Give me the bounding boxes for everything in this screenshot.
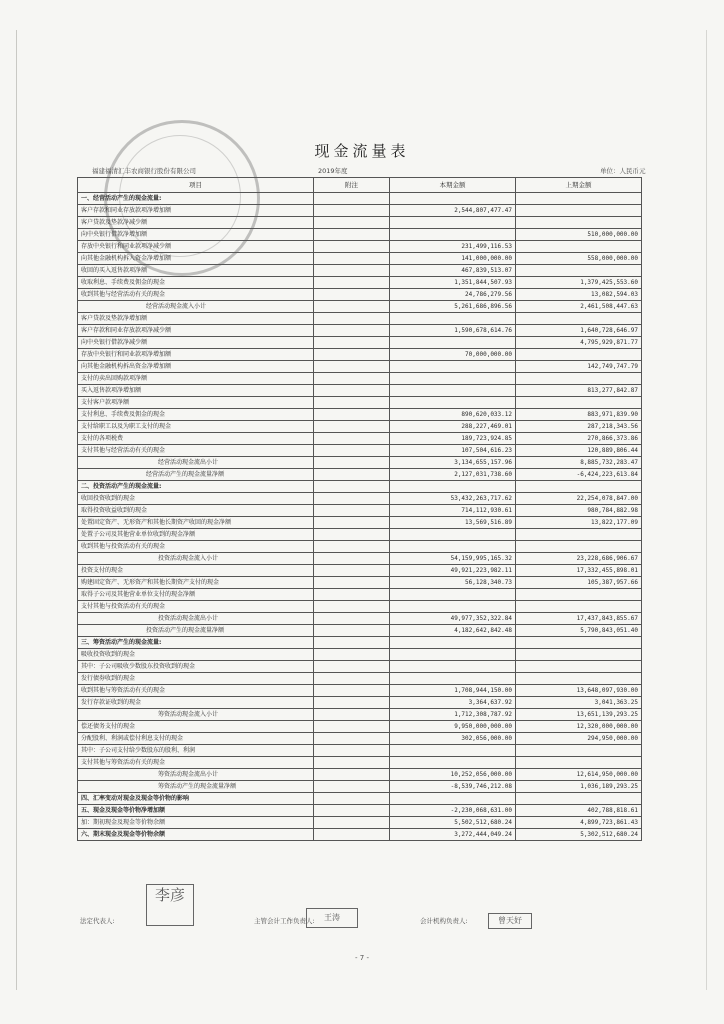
- column-header-note: 附注: [314, 178, 390, 193]
- row-current-amount: [390, 529, 516, 541]
- row-label: 经营活动现金流出小计: [78, 457, 314, 469]
- row-previous-amount: 22,254,078,847.00: [516, 493, 642, 505]
- row-label: 发行债券收到的现金: [78, 673, 314, 685]
- table-row: [78, 541, 642, 553]
- row-label: 支付其他与投资活动有关的现金: [78, 601, 314, 613]
- table-row: [78, 589, 642, 601]
- row-label: 处置固定资产、无形资产和其他长期资产收回的现金净额: [78, 517, 314, 529]
- legal-rep-label: 法定代表人:: [80, 917, 115, 925]
- row-previous-amount: [516, 529, 642, 541]
- row-label: 支付给职工以及为职工支付的现金: [78, 421, 314, 433]
- row-previous-amount: 294,950,000.00: [516, 733, 642, 745]
- accounting-head-seal: 曾天好: [488, 913, 532, 929]
- row-label: 取得投资收益收到的现金: [78, 505, 314, 517]
- row-previous-amount: [516, 637, 642, 649]
- table-row: [78, 721, 642, 733]
- table-row: [78, 613, 642, 625]
- row-note: [314, 337, 390, 349]
- table-row: [78, 805, 642, 817]
- row-note: [314, 757, 390, 769]
- row-note: [314, 373, 390, 385]
- row-previous-amount: 813,277,842.87: [516, 385, 642, 397]
- row-note: [314, 229, 390, 241]
- row-previous-amount: [516, 349, 642, 361]
- row-previous-amount: [516, 481, 642, 493]
- row-previous-amount: [516, 313, 642, 325]
- row-previous-amount: [516, 373, 642, 385]
- row-label: 向其他金融机构拆出资金净增加额: [78, 361, 314, 373]
- row-label: 支付利息、手续费及佣金的现金: [78, 409, 314, 421]
- report-period: 2019年度: [318, 167, 348, 175]
- row-previous-amount: 17,437,843,855.67: [516, 613, 642, 625]
- row-note: [314, 673, 390, 685]
- row-current-amount: 56,128,340.73: [390, 577, 516, 589]
- row-note: [314, 553, 390, 565]
- row-current-amount: 10,252,056,000.00: [390, 769, 516, 781]
- row-current-amount: 5,502,512,680.24: [390, 817, 516, 829]
- row-previous-amount: 13,648,097,930.00: [516, 685, 642, 697]
- row-current-amount: [390, 589, 516, 601]
- row-previous-amount: 2,461,508,447.63: [516, 301, 642, 313]
- row-previous-amount: 558,000,000.00: [516, 253, 642, 265]
- row-current-amount: [390, 745, 516, 757]
- row-current-amount: 1,590,678,614.76: [390, 325, 516, 337]
- row-current-amount: [390, 217, 516, 229]
- row-previous-amount: 13,651,139,293.25: [516, 709, 642, 721]
- row-note: [314, 685, 390, 697]
- table-row: [78, 529, 642, 541]
- chief-accountant-label: 主管会计工作负责人:: [254, 917, 315, 925]
- row-note: [314, 565, 390, 577]
- row-current-amount: [390, 193, 516, 205]
- table-row: [78, 409, 642, 421]
- row-current-amount: -8,539,746,212.08: [390, 781, 516, 793]
- row-previous-amount: [516, 397, 642, 409]
- row-label: 筹资活动现金流入小计: [78, 709, 314, 721]
- row-note: [314, 445, 390, 457]
- row-previous-amount: [516, 205, 642, 217]
- table-row: [78, 817, 642, 829]
- table-row: [78, 517, 642, 529]
- row-label: 三、筹资活动产生的现金流量:: [78, 637, 314, 649]
- table-row: [78, 685, 642, 697]
- table-row: [78, 445, 642, 457]
- row-previous-amount: 5,302,512,680.24: [516, 829, 642, 841]
- row-label: 筹资活动现金流出小计: [78, 769, 314, 781]
- row-note: [314, 457, 390, 469]
- page-edge-line: [706, 30, 707, 990]
- row-current-amount: 2,544,807,477.47: [390, 205, 516, 217]
- row-current-amount: [390, 541, 516, 553]
- row-current-amount: 231,499,116.53: [390, 241, 516, 253]
- table-row: [78, 241, 642, 253]
- table-row: [78, 361, 642, 373]
- row-label: 筹资活动产生的现金流量净额: [78, 781, 314, 793]
- cash-flow-table: [77, 177, 642, 841]
- row-label: 向其他金融机构拆入资金净增加额: [78, 253, 314, 265]
- row-label: 收到其他与经营活动有关的现金: [78, 289, 314, 301]
- row-previous-amount: 12,614,950,000.00: [516, 769, 642, 781]
- table-row: [78, 757, 642, 769]
- table-row: [78, 769, 642, 781]
- table-row: [78, 217, 642, 229]
- row-note: [314, 421, 390, 433]
- row-previous-amount: [516, 217, 642, 229]
- row-previous-amount: 270,866,373.86: [516, 433, 642, 445]
- table-row: [78, 625, 642, 637]
- row-previous-amount: [516, 745, 642, 757]
- row-label: 经营活动产生的现金流量净额: [78, 469, 314, 481]
- row-note: [314, 493, 390, 505]
- row-note: [314, 649, 390, 661]
- row-previous-amount: 120,889,806.44: [516, 445, 642, 457]
- row-label: 取得子公司及其他营业单位支付的现金净额: [78, 589, 314, 601]
- row-label: 购建固定资产、无形资产和其他长期资产支付的现金: [78, 577, 314, 589]
- row-current-amount: [390, 673, 516, 685]
- row-current-amount: [390, 361, 516, 373]
- row-current-amount: 9,950,000,000.00: [390, 721, 516, 733]
- row-label: 支付的卖出回购款项净额: [78, 373, 314, 385]
- row-label: 收回投资收到的现金: [78, 493, 314, 505]
- row-current-amount: [390, 313, 516, 325]
- row-current-amount: 189,723,924.85: [390, 433, 516, 445]
- table-row: [78, 373, 642, 385]
- table-row: [78, 661, 642, 673]
- table-row: [78, 229, 642, 241]
- table-row: [78, 433, 642, 445]
- row-previous-amount: 8,885,732,283.47: [516, 457, 642, 469]
- row-previous-amount: [516, 649, 642, 661]
- row-current-amount: [390, 385, 516, 397]
- row-label: 客户存款和同业存放款项净增加额: [78, 205, 314, 217]
- row-label: 收到其他与投资活动有关的现金: [78, 541, 314, 553]
- row-label: 客户贷款及垫款净减少额: [78, 217, 314, 229]
- row-current-amount: 5,261,686,896.56: [390, 301, 516, 313]
- company-name: 福建福清汇丰农商银行股份有限公司: [92, 167, 196, 175]
- chief-accountant-seal: 王涛: [306, 908, 358, 928]
- row-current-amount: 714,112,930.61: [390, 505, 516, 517]
- row-note: [314, 517, 390, 529]
- row-previous-amount: 980,784,882.98: [516, 505, 642, 517]
- table-row: [78, 193, 642, 205]
- table-row: [78, 313, 642, 325]
- row-label: 其中：子公司吸收少数股东投资收到的现金: [78, 661, 314, 673]
- row-label: 四、汇率变动对现金及现金等价物的影响: [78, 793, 314, 805]
- table-row: [78, 565, 642, 577]
- column-header-current: 本期金额: [390, 178, 516, 193]
- row-current-amount: 141,000,000.00: [390, 253, 516, 265]
- row-previous-amount: 510,000,000.00: [516, 229, 642, 241]
- table-row: [78, 385, 642, 397]
- row-previous-amount: 1,036,189,293.25: [516, 781, 642, 793]
- row-current-amount: 13,569,516.89: [390, 517, 516, 529]
- column-header-item: 项目: [78, 178, 314, 193]
- row-current-amount: [390, 757, 516, 769]
- row-current-amount: 4,182,642,842.48: [390, 625, 516, 637]
- row-current-amount: 3,272,444,049.24: [390, 829, 516, 841]
- table-row: [78, 397, 642, 409]
- row-current-amount: [390, 229, 516, 241]
- row-current-amount: 1,712,308,787.92: [390, 709, 516, 721]
- row-current-amount: 467,839,513.07: [390, 265, 516, 277]
- table-row: [78, 577, 642, 589]
- row-note: [314, 397, 390, 409]
- row-previous-amount: [516, 661, 642, 673]
- table-row: [78, 253, 642, 265]
- row-label: 五、现金及现金等价物净增加额: [78, 805, 314, 817]
- table-body: [78, 193, 642, 841]
- row-previous-amount: 105,387,957.66: [516, 577, 642, 589]
- row-current-amount: 1,708,944,150.00: [390, 685, 516, 697]
- row-note: [314, 241, 390, 253]
- table-row: [78, 793, 642, 805]
- row-note: [314, 541, 390, 553]
- row-previous-amount: 402,788,818.61: [516, 805, 642, 817]
- row-label: 经营活动现金流入小计: [78, 301, 314, 313]
- row-current-amount: 53,432,263,717.62: [390, 493, 516, 505]
- row-note: [314, 589, 390, 601]
- row-previous-amount: [516, 757, 642, 769]
- row-label: 六、期末现金及现金等价物余额: [78, 829, 314, 841]
- row-note: [314, 265, 390, 277]
- row-label: 客户存款和同业存放款项净减少额: [78, 325, 314, 337]
- row-label: 收回的买入返售款项净额: [78, 265, 314, 277]
- table-row: [78, 505, 642, 517]
- table-row: [78, 337, 642, 349]
- row-note: [314, 409, 390, 421]
- row-note: [314, 817, 390, 829]
- row-note: [314, 613, 390, 625]
- row-label: 处置子公司及其他营业单位收到的现金净额: [78, 529, 314, 541]
- row-previous-amount: 3,041,363.25: [516, 697, 642, 709]
- row-note: [314, 313, 390, 325]
- row-label: 二、投资活动产生的现金流量:: [78, 481, 314, 493]
- row-note: [314, 217, 390, 229]
- table-row: [78, 265, 642, 277]
- table-row: [78, 649, 642, 661]
- row-label: 收到其他与筹资活动有关的现金: [78, 685, 314, 697]
- row-current-amount: 3,364,637.92: [390, 697, 516, 709]
- row-note: [314, 697, 390, 709]
- table-row: [78, 469, 642, 481]
- row-note: [314, 529, 390, 541]
- accounting-head-label: 会计机构负责人:: [420, 917, 468, 925]
- row-note: [314, 637, 390, 649]
- row-note: [314, 481, 390, 493]
- row-label: 投资活动现金流出小计: [78, 613, 314, 625]
- row-note: [314, 745, 390, 757]
- row-note: [314, 469, 390, 481]
- row-note: [314, 433, 390, 445]
- row-note: [314, 193, 390, 205]
- table-row: [78, 709, 642, 721]
- row-current-amount: 49,977,352,322.84: [390, 613, 516, 625]
- row-label: 发行存款证收到的现金: [78, 697, 314, 709]
- table-row: [78, 481, 642, 493]
- row-previous-amount: 5,790,843,051.40: [516, 625, 642, 637]
- row-current-amount: 1,351,844,507.93: [390, 277, 516, 289]
- table-row: [78, 421, 642, 433]
- row-current-amount: 890,620,033.12: [390, 409, 516, 421]
- row-note: [314, 829, 390, 841]
- row-label: 分配股利、利润或偿付利息支付的现金: [78, 733, 314, 745]
- row-current-amount: 288,227,469.01: [390, 421, 516, 433]
- row-current-amount: -2,230,068,631.00: [390, 805, 516, 817]
- row-note: [314, 577, 390, 589]
- row-label: 一、经营活动产生的现金流量:: [78, 193, 314, 205]
- row-previous-amount: [516, 265, 642, 277]
- row-previous-amount: 142,749,747.79: [516, 361, 642, 373]
- row-previous-amount: 1,640,728,646.97: [516, 325, 642, 337]
- table-row: [78, 745, 642, 757]
- row-label: 偿还债务支付的现金: [78, 721, 314, 733]
- table-row: [78, 781, 642, 793]
- row-previous-amount: 17,332,455,898.01: [516, 565, 642, 577]
- row-previous-amount: 13,822,177.09: [516, 517, 642, 529]
- row-note: [314, 361, 390, 373]
- table-row: [78, 349, 642, 361]
- row-current-amount: [390, 373, 516, 385]
- row-previous-amount: 12,320,000,000.00: [516, 721, 642, 733]
- row-label: 吸收投资收到的现金: [78, 649, 314, 661]
- table-row: [78, 205, 642, 217]
- row-note: [314, 661, 390, 673]
- legal-rep-seal: 李彦: [146, 884, 194, 926]
- table-row: [78, 697, 642, 709]
- page-edge-line: [16, 30, 17, 990]
- row-label: 存放中央银行和同业款项净减少额: [78, 241, 314, 253]
- row-note: [314, 385, 390, 397]
- table-header-row: [78, 178, 642, 193]
- row-label: 支付的各项税费: [78, 433, 314, 445]
- row-note: [314, 601, 390, 613]
- row-previous-amount: [516, 673, 642, 685]
- table-row: [78, 601, 642, 613]
- row-note: [314, 793, 390, 805]
- table-row: [78, 553, 642, 565]
- row-note: [314, 205, 390, 217]
- row-current-amount: 107,504,616.23: [390, 445, 516, 457]
- row-label: 投资活动产生的现金流量净额: [78, 625, 314, 637]
- row-previous-amount: 4,899,723,861.43: [516, 817, 642, 829]
- row-label: 向中央银行借款净增加额: [78, 229, 314, 241]
- row-previous-amount: [516, 541, 642, 553]
- row-note: [314, 709, 390, 721]
- document-title: 现金流量表: [314, 142, 410, 160]
- row-current-amount: [390, 481, 516, 493]
- row-note: [314, 349, 390, 361]
- row-note: [314, 721, 390, 733]
- row-label: 其中：子公司支付给少数股东的股利、利润: [78, 745, 314, 757]
- row-note: [314, 733, 390, 745]
- row-previous-amount: 287,218,343.56: [516, 421, 642, 433]
- row-current-amount: [390, 661, 516, 673]
- table-row: [78, 733, 642, 745]
- page-number: - 7 -: [355, 954, 369, 962]
- row-current-amount: [390, 637, 516, 649]
- row-note: [314, 781, 390, 793]
- row-label: 客户贷款及垫款净增加额: [78, 313, 314, 325]
- row-current-amount: 2,127,031,738.60: [390, 469, 516, 481]
- row-label: 加：期初现金及现金等价物余额: [78, 817, 314, 829]
- row-label: 买入返售款项净增加额: [78, 385, 314, 397]
- table-row: [78, 637, 642, 649]
- row-note: [314, 325, 390, 337]
- table-row: [78, 301, 642, 313]
- table-row: [78, 289, 642, 301]
- row-current-amount: 49,921,223,982.11: [390, 565, 516, 577]
- row-current-amount: [390, 793, 516, 805]
- row-previous-amount: 13,082,594.03: [516, 289, 642, 301]
- row-previous-amount: -6,424,223,613.84: [516, 469, 642, 481]
- row-note: [314, 769, 390, 781]
- row-label: 收取利息、手续费及佣金的现金: [78, 277, 314, 289]
- row-note: [314, 625, 390, 637]
- table-row: [78, 277, 642, 289]
- table-row: [78, 493, 642, 505]
- row-previous-amount: 1,379,425,553.60: [516, 277, 642, 289]
- table-row: [78, 673, 642, 685]
- row-current-amount: 70,000,000.00: [390, 349, 516, 361]
- currency-unit: 单位：人民币元: [600, 167, 646, 175]
- row-label: 投资活动现金流入小计: [78, 553, 314, 565]
- row-label: 投资支付的现金: [78, 565, 314, 577]
- table-row: [78, 457, 642, 469]
- row-note: [314, 277, 390, 289]
- row-note: [314, 253, 390, 265]
- row-previous-amount: 23,228,686,906.67: [516, 553, 642, 565]
- row-previous-amount: [516, 241, 642, 253]
- row-current-amount: 24,786,279.56: [390, 289, 516, 301]
- row-current-amount: [390, 397, 516, 409]
- row-current-amount: [390, 337, 516, 349]
- row-label: 支付其他与筹资活动有关的现金: [78, 757, 314, 769]
- row-label: 向中央银行借款净减少额: [78, 337, 314, 349]
- row-label: 支付其他与经营活动有关的现金: [78, 445, 314, 457]
- row-label: 存放中央银行和同业款项净增加额: [78, 349, 314, 361]
- row-note: [314, 805, 390, 817]
- table-row: [78, 829, 642, 841]
- row-previous-amount: [516, 589, 642, 601]
- row-current-amount: [390, 601, 516, 613]
- column-header-previous: 上期金额: [516, 178, 642, 193]
- row-previous-amount: 4,795,929,871.77: [516, 337, 642, 349]
- row-note: [314, 505, 390, 517]
- row-current-amount: 3,134,655,157.96: [390, 457, 516, 469]
- row-note: [314, 301, 390, 313]
- table-row: [78, 325, 642, 337]
- row-label: 支付客户款项净额: [78, 397, 314, 409]
- row-current-amount: [390, 649, 516, 661]
- row-previous-amount: [516, 193, 642, 205]
- row-current-amount: 54,159,995,165.32: [390, 553, 516, 565]
- row-previous-amount: [516, 601, 642, 613]
- row-current-amount: 302,056,000.00: [390, 733, 516, 745]
- row-previous-amount: [516, 793, 642, 805]
- row-note: [314, 289, 390, 301]
- row-previous-amount: 883,971,839.90: [516, 409, 642, 421]
